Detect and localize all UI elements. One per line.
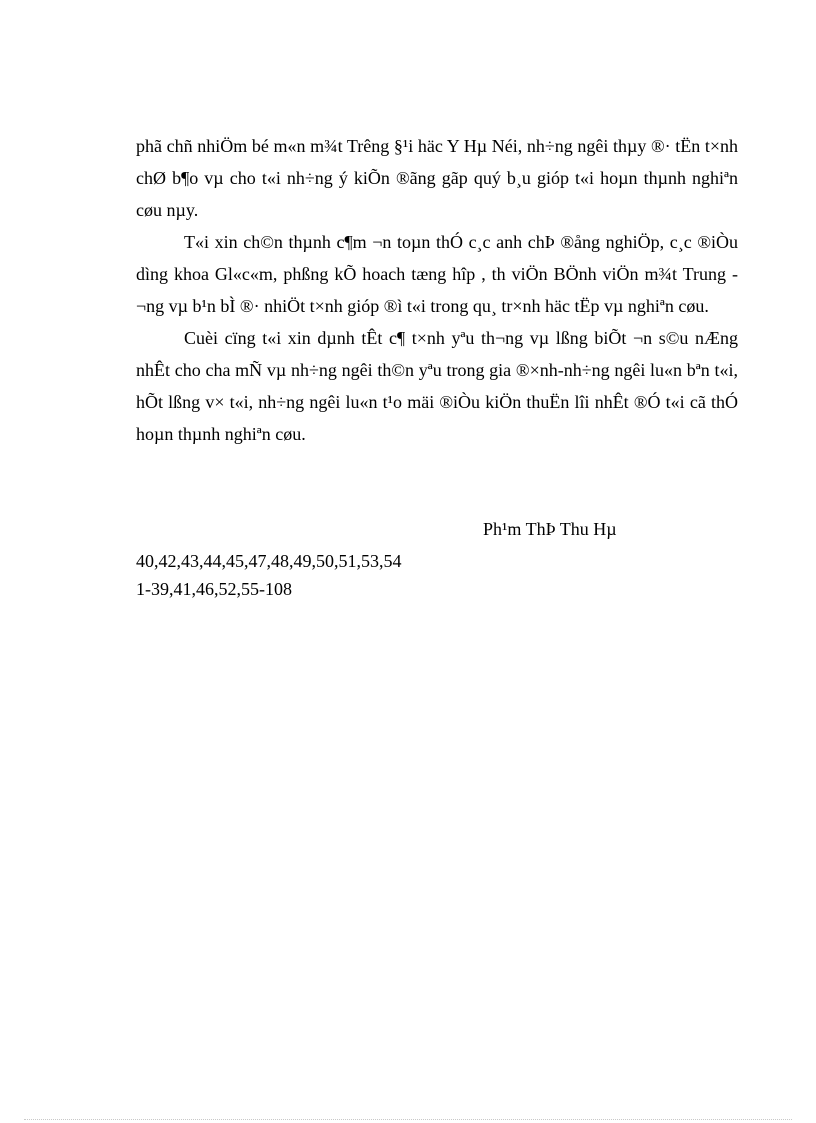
page-list-line-1: 40,42,43,44,45,47,48,49,50,51,53,54 xyxy=(136,551,402,571)
author-signature: Ph¹m ThÞ Thu Hµ xyxy=(483,519,617,539)
page-bottom-divider xyxy=(24,1119,792,1120)
page-number-list xyxy=(136,547,402,603)
acknowledgement-body xyxy=(136,130,738,450)
paragraph-3: Cuèi cïng t«i xin dµnh tÊt c¶ t×nh yªu th¬ng vµ lßng biÕt ¬n s©u nÆng nhÊt cho cha mÑ vµ nh÷ng ngêi th©n yªu trong gia ®×nh-nh÷ng ngêi lu«n bªn t«i, hÕt lßng v× t«i, nh÷ng ngêi lu«n t¹o mäi ®iÒu kiÖn thuËn lîi nhÊt ®Ó t«i cã thÓ hoµn thµnh nghiªn cøu. xyxy=(136,328,738,444)
paragraph-2: T«i xin ch©n thµnh c¶m ¬n toµn thÓ c¸c anh chÞ ®ång nghiÖp, c¸c ®iÒu dìng khoa Gl«c«m, phßng kÕ hoach tæng hîp , th viÖn BÖnh viÖn m¾t Trung ¬ng vµ b¹n bÌ ®· nhiÖt t×nh gióp ®ì t«i trong qu¸ tr×nh häc tËp vµ nghiªn cøu. xyxy=(136,232,738,316)
paragraph-1: phã chñ nhiÖm bé m«n m¾t Trêng §¹i häc Y Hµ Néi, nh÷ng ngêi thµy ®· tËn t×nh chØ b¶o vµ cho t«i nh÷ng ý kiÕn ®ãng gãp quý b¸u gióp t«i hoµn thµnh nghiªn cøu nµy. xyxy=(136,136,738,220)
page-list-line-2: 1-39,41,46,52,55-108 xyxy=(136,579,292,599)
